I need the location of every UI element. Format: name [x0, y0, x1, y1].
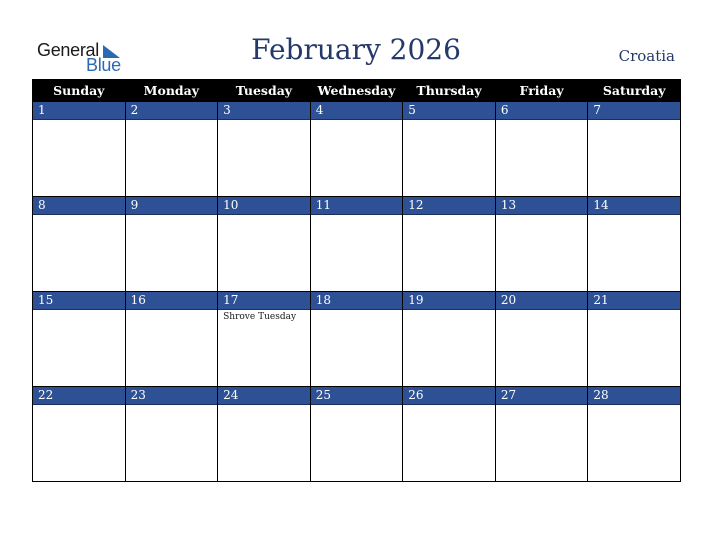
day-cell	[125, 387, 218, 482]
day-cell	[218, 102, 311, 197]
day-number: 26	[403, 387, 495, 405]
day-cell	[33, 292, 126, 387]
day-number: 25	[311, 387, 403, 405]
day-number: 16	[126, 292, 218, 310]
day-number: 2	[126, 102, 218, 120]
day-cell	[218, 387, 311, 482]
day-cell	[403, 292, 496, 387]
day-cell	[218, 292, 311, 387]
day-cell	[125, 197, 218, 292]
day-number: 22	[33, 387, 125, 405]
day-cell	[403, 197, 496, 292]
day-number: 5	[403, 102, 495, 120]
day-number: 24	[218, 387, 310, 405]
logo-word-blue: Blue	[86, 55, 121, 75]
day-cell	[310, 197, 403, 292]
day-cell	[495, 387, 588, 482]
holiday-label: Shrove Tuesday	[223, 312, 297, 322]
day-cell	[125, 102, 218, 197]
weekday-header: Monday	[125, 79, 218, 102]
day-cell	[33, 197, 126, 292]
day-number: 13	[496, 197, 588, 215]
weekday-header: Tuesday	[218, 79, 311, 102]
day-number: 7	[588, 102, 680, 120]
day-number: 18	[311, 292, 403, 310]
day-number: 23	[126, 387, 218, 405]
day-number: 15	[33, 292, 125, 310]
weekday-header: Saturday	[588, 79, 681, 102]
day-cell	[310, 387, 403, 482]
weekday-header: Wednesday	[310, 79, 403, 102]
day-number: 3	[218, 102, 310, 120]
day-cell	[310, 102, 403, 197]
day-cell	[218, 197, 311, 292]
page-title: February 2026	[251, 33, 461, 66]
day-number: 10	[218, 197, 310, 215]
week-row	[33, 387, 681, 482]
calendar-grid	[32, 79, 681, 482]
day-number: 17	[218, 292, 310, 310]
day-cell	[588, 197, 681, 292]
day-number: 6	[496, 102, 588, 120]
week-row	[33, 292, 681, 387]
day-number: 20	[496, 292, 588, 310]
weekday-header: Sunday	[33, 79, 126, 102]
day-number: 8	[33, 197, 125, 215]
day-number: 14	[588, 197, 680, 215]
week-row	[33, 197, 681, 292]
day-cell	[588, 102, 681, 197]
day-cell	[495, 292, 588, 387]
logo-word-general: General	[37, 40, 99, 60]
weekday-header: Thursday	[403, 79, 496, 102]
day-number: 28	[588, 387, 680, 405]
day-number: 11	[311, 197, 403, 215]
day-cell	[310, 292, 403, 387]
day-number: 19	[403, 292, 495, 310]
weekday-header: Friday	[495, 79, 588, 102]
day-cell	[33, 387, 126, 482]
day-cell	[125, 292, 218, 387]
day-number: 21	[588, 292, 680, 310]
day-cell	[495, 197, 588, 292]
week-row	[33, 102, 681, 197]
weekday-header-row	[33, 79, 681, 102]
day-cell	[588, 387, 681, 482]
day-cell	[588, 292, 681, 387]
day-cell	[403, 102, 496, 197]
day-number: 1	[33, 102, 125, 120]
day-number: 27	[496, 387, 588, 405]
day-cell	[33, 102, 126, 197]
country-label: Croatia	[618, 47, 675, 65]
day-number: 4	[311, 102, 403, 120]
day-number: 12	[403, 197, 495, 215]
day-number: 9	[126, 197, 218, 215]
day-cell	[403, 387, 496, 482]
day-cell	[495, 102, 588, 197]
